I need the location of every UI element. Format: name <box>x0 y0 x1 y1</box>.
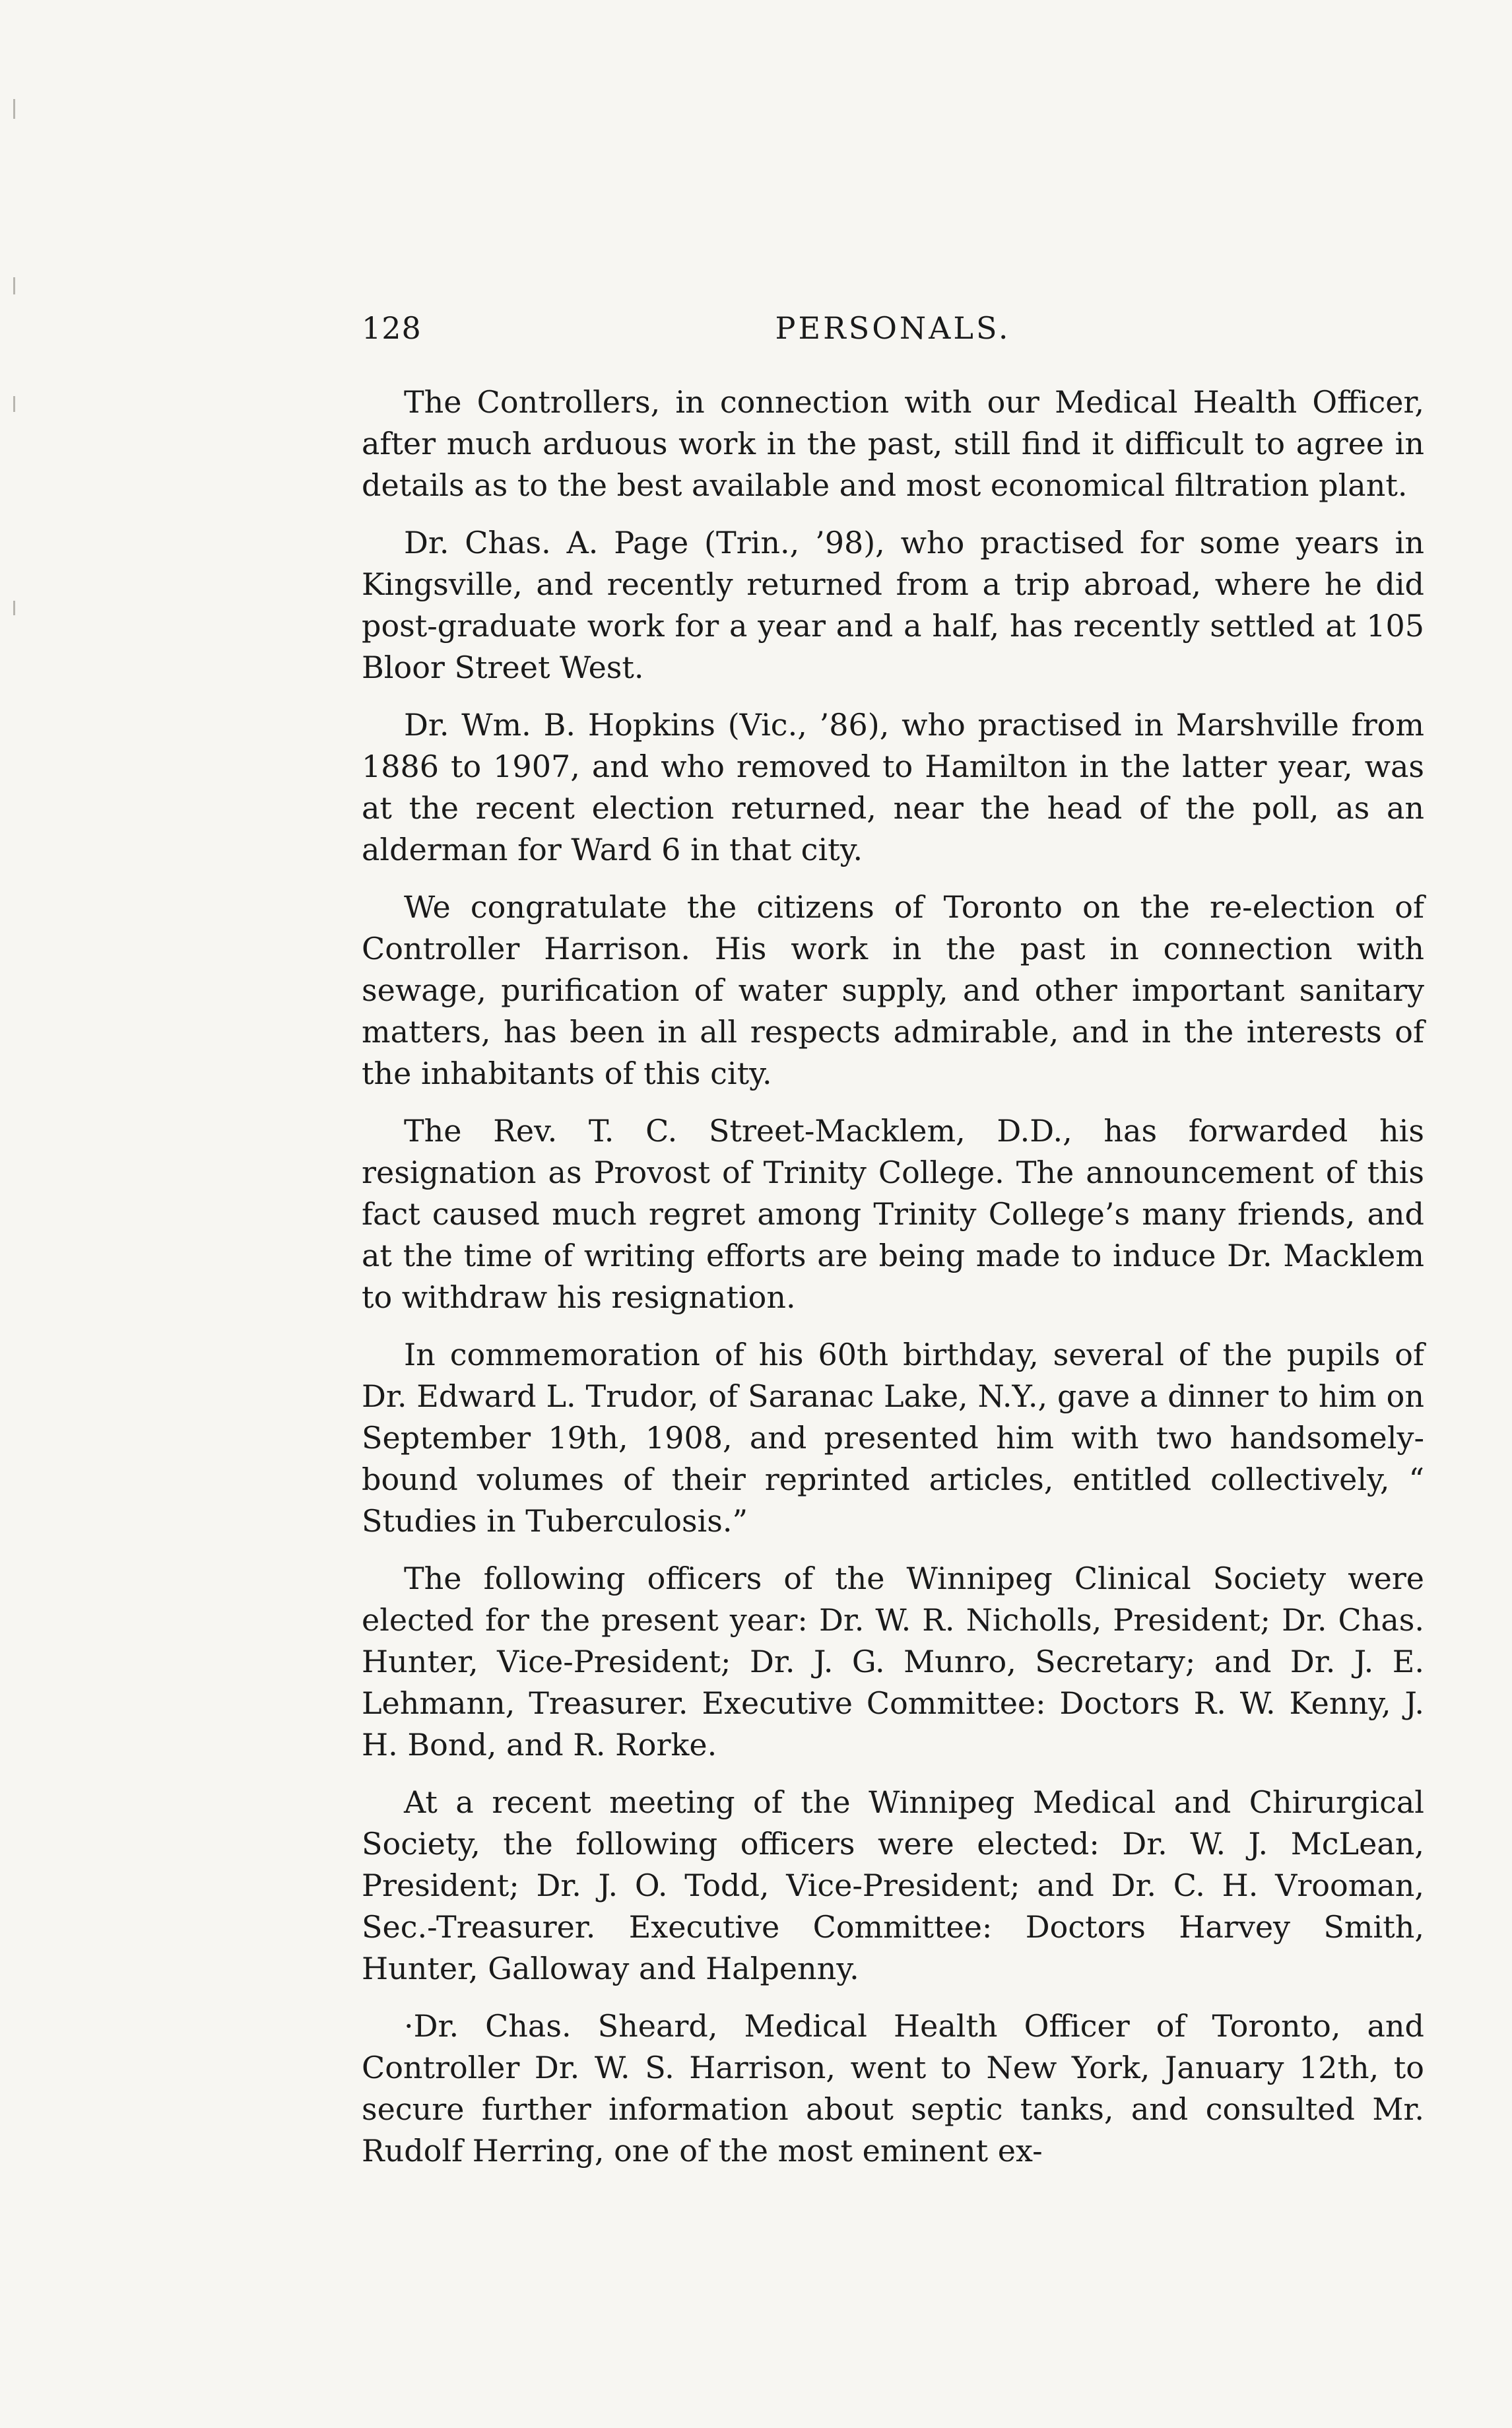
running-head <box>362 310 1424 356</box>
paragraph-harrison: We congratulate the citizens of Toronto on the re-election of Controller Harrison. His work in the past in connection with sewage, purification of water supply, and other important sanitary matters, has been in all respects admirable, and in the interests of the inhabitants of this city. <box>362 889 1424 1091</box>
margin-mark <box>13 99 15 119</box>
running-title: PERSONALS. <box>775 310 1011 346</box>
paragraph-trudor: In commemoration of his 60th birthday, several of the pupils of Dr. Edward L. Trudor, of Saranac Lake, N.Y., gave a dinner to him on September 19th, 1908, and presented him with two handsomely-bound volumes of their reprinted articles, entitled collectively, “ Studies in Tuberculosis.” <box>362 1337 1424 1539</box>
paragraph-winnipeg-clinical: The following officers of the Winnipeg Clinical Society were elected for the present year: Dr. W. R. Nicholls, President; Dr. Chas. Hunter, Vice-President; Dr. J. G. Munro, Secretary; and Dr. J. E. Lehmann, Treasurer. Executive Committee: Doctors R. W. Kenny, J. H. Bond, and R. Rorke. <box>362 1561 1424 1763</box>
paragraph-page: Dr. Chas. A. Page (Trin., ’98), who practised for some years in Kingsville, and recently returned from a trip abroad, where he did post-graduate work for a year and a half, has recently settled at 105 Bloor Street West. <box>362 525 1424 685</box>
paragraph-winnipeg-medical: At a recent meeting of the Winnipeg Medical and Chirurgical Society, the following officers were elected: Dr. W. J. McLean, President; Dr. J. O. Todd, Vice-President; and Dr. C. H. Vrooman, Sec.-Treasurer. Executive Committee: Doctors Harvey Smith, Hunter, Galloway and Halpenny. <box>362 1784 1424 1986</box>
margin-mark <box>13 277 15 294</box>
paragraph-filtration-plant: The Controllers, in connection with our Medical Health Officer, after much arduous work in the past, still find it difficult to agree in details as to the best available and most economical filtration plant. <box>362 384 1424 503</box>
page-number: 128 <box>362 310 422 346</box>
paragraph-macklem: The Rev. T. C. Street-Macklem, D.D., has forwarded his resignation as Provost of Trinity College. The announcement of this fact caused much regret among Trinity College’s many friends, and at the time of writing efforts are being made to induce Dr. Macklem to withdraw his resignation. <box>362 1113 1424 1315</box>
margin-mark <box>13 601 15 615</box>
paragraph-hopkins: Dr. Wm. B. Hopkins (Vic., ’86), who practised in Marshville from 1886 to 1907, and who removed to Hamilton in the latter year, was at the recent election returned, near the head of the poll, as an alderman for Ward 6 in that city. <box>362 707 1424 867</box>
paragraph-sheard: ·Dr. Chas. Sheard, Medical Health Officer of Toronto, and Controller Dr. W. S. Harrison, went to New York, January 12th, to secure further information about septic tanks, and consulted Mr. Rudolf Herring, one of the most eminent ex- <box>362 2008 1424 2169</box>
margin-mark <box>13 396 15 412</box>
page <box>362 310 1424 2188</box>
